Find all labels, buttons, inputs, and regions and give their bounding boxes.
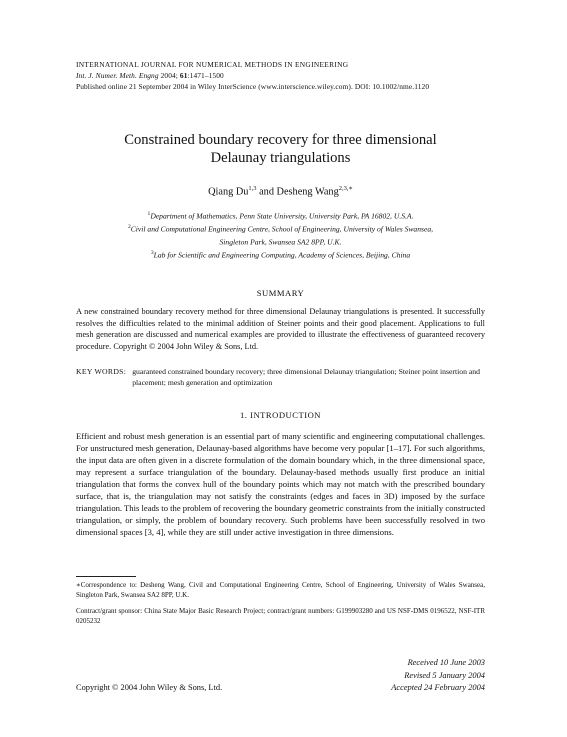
- affiliation-list: [76, 209, 485, 261]
- affiliation-line: $^1$Department of Mathematics, Penn State University, University Park, PA 16802, U.S.A.: [147, 211, 414, 221]
- author-conjunction: and: [256, 186, 277, 198]
- journal-year: 2004;: [160, 71, 178, 80]
- correspondence-footnote: ∗Correspondence to: Desheng Wang, Civil and Computational Engineering Centre, School of Engineering, University of Wales Swansea, Singleton Park, Swansea SA2 8PP, U.K.: [76, 581, 485, 599]
- author-list: [76, 184, 485, 197]
- affiliation-line: Singleton Park, Swansea SA2 8PP, U.K.: [219, 237, 342, 247]
- keywords: [76, 366, 485, 388]
- journal-abbrev: Int. J. Numer. Meth. Engng: [76, 71, 159, 80]
- accepted-date: Accepted 24 February 2004: [391, 683, 485, 692]
- affiliation-line: $^3$Lab for Scientific and Engineering Computing, Academy of Sciences, Beijing, China: [150, 249, 411, 260]
- summary-text: A new constrained boundary recovery method for three dimensional Delaunay triangulations is presented. It successfully resolves the difficulties related to the minimal addition of Steiner points and their good placement. Applications to full mesh generation are discussed and numerical examples are provided to illustrate the effectiveness of guaranteed recovery procedure. Copyright © 2004 John Wiley & Sons, Ltd.: [76, 307, 485, 351]
- journal-pages: :1471–1500: [187, 71, 224, 80]
- keywords-text: guaranteed constrained boundary recovery; three dimensional Delaunay triangulation; Steiner point insertion and placement; mesh generation and optimization: [132, 367, 480, 387]
- footnote-divider: [76, 576, 136, 577]
- intro-paragraph: Efficient and robust mesh generation is an essential part of many scientific and engineering computational challenges. For unstructured mesh generation, Delaunay-based algorithms have become very popular [1–17]. For such algorithms, the input data are often given in a discrete formulation of the domain boundary which, in the three dimensional space, may represent a surface triangulation of the boundary. Delaunay-based methods usually first produce an initial triangulation that forms the convex hull of the boundary points which may not match with the prescribed boundary surface, that is, the triangulation may not satisfy the constraints (edges and faces in 3D) imposed by the surface triangulation. This leads to the problem of recovering the boundary geometric constraints from the initially constructed triangulation, or simply, the problem of boundary recovery. Such problems have been successfully resolved in two dimensional spaces [3, 4], while they are still under active investigation in three dimensions.: [76, 431, 485, 537]
- received-date: Received 10 June 2003: [407, 658, 485, 667]
- sponsor-footnote: Contract/grant sponsor: China State Major Basic Research Project; contract/grant numbers: G199903280 and US NSF-DMS 0196522, NSF-ITR 0205232: [76, 607, 485, 625]
- author-name: Desheng Wang: [276, 186, 339, 198]
- author-superscript: 2,3,∗: [338, 185, 353, 192]
- affiliation-line: $^2$Civil and Computational Engineering Centre, School of Engineering, University of Wales Swansea,: [127, 223, 434, 234]
- journal-citation: [76, 70, 485, 81]
- author-name: Qiang Du: [208, 186, 249, 198]
- journal-header: [76, 59, 485, 92]
- author-superscript: 1,3: [248, 185, 257, 192]
- paper-title: [76, 131, 485, 167]
- revised-date: Revised 5 January 2004: [404, 670, 485, 680]
- title-line-2: Delaunay triangulations: [210, 150, 351, 166]
- journal-published: Published online 21 September 2004 in Wiley InterScience (www.interscience.wiley.com). DOI: 10.1002/nme.1120: [76, 82, 430, 91]
- section-heading: 1. INTRODUCTION: [239, 410, 322, 420]
- summary-heading: SUMMARY: [256, 288, 305, 298]
- title-line-1: Constrained boundary recovery for three dimensional: [124, 132, 437, 148]
- journal-name: INTERNATIONAL JOURNAL FOR NUMERICAL METHODS IN ENGINEERING: [76, 60, 349, 69]
- copyright-notice: Copyright © 2004 John Wiley & Sons, Ltd.: [76, 683, 223, 692]
- keywords-label: KEY WORDS:: [76, 367, 127, 376]
- journal-volume: 61: [179, 71, 188, 80]
